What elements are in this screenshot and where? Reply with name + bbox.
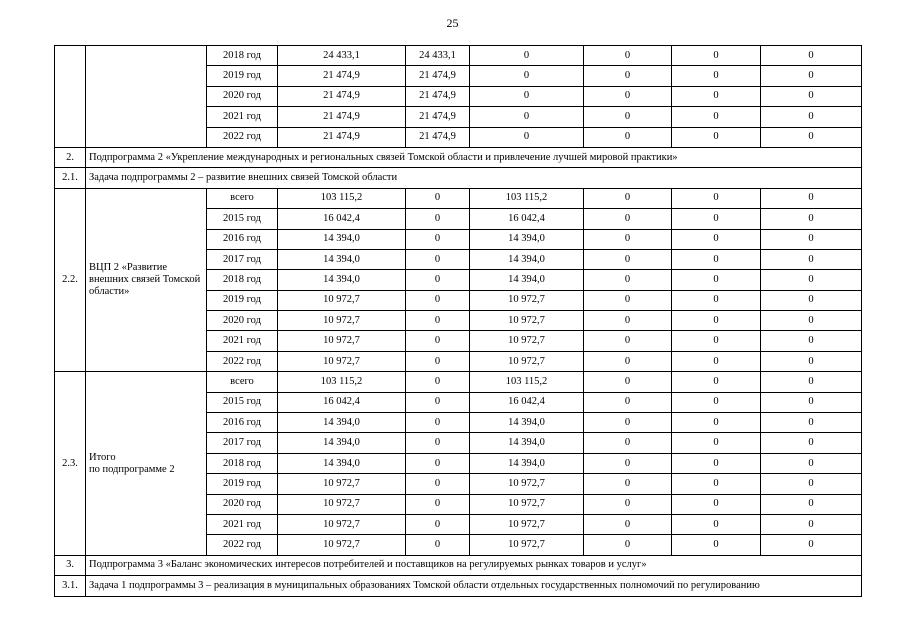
value-cell: 0 (406, 453, 470, 473)
table-row (55, 46, 862, 66)
period-cell: всего (207, 188, 278, 208)
value-cell: 10 972,7 (470, 535, 584, 555)
value-cell: 103 115,2 (470, 372, 584, 392)
value-cell: 0 (406, 249, 470, 269)
section-title: Подпрограмма 3 «Баланс экономических интересов потребителей и поставщиков на регулируемых рынках товаров и услуг» (86, 555, 862, 575)
period-cell: 2021 год (207, 331, 278, 351)
period-cell: 2020 год (207, 311, 278, 331)
value-cell: 0 (584, 514, 672, 534)
value-cell: 10 972,7 (278, 494, 406, 514)
value-cell: 0 (761, 107, 862, 127)
value-cell: 0 (672, 331, 761, 351)
page-number: 25 (446, 16, 459, 30)
period-cell: всего (207, 372, 278, 392)
value-cell: 103 115,2 (278, 372, 406, 392)
value-cell: 0 (761, 209, 862, 229)
value-cell: 0 (761, 188, 862, 208)
value-cell: 0 (672, 188, 761, 208)
value-cell: 0 (584, 351, 672, 371)
value-cell: 0 (761, 127, 862, 147)
period-cell: 2020 год (207, 494, 278, 514)
value-cell: 0 (406, 351, 470, 371)
value-cell: 0 (672, 514, 761, 534)
value-cell: 21 474,9 (406, 107, 470, 127)
section-number: 3. (55, 555, 86, 575)
value-cell: 0 (672, 249, 761, 269)
section-row (55, 555, 862, 575)
value-cell: 0 (584, 494, 672, 514)
value-cell: 0 (672, 433, 761, 453)
section-row (55, 168, 862, 188)
value-cell: 0 (584, 270, 672, 290)
period-cell: 2020 год (207, 86, 278, 106)
period-cell: 2021 год (207, 107, 278, 127)
value-cell: 0 (406, 474, 470, 494)
value-cell: 14 394,0 (470, 453, 584, 473)
section-row (55, 147, 862, 167)
value-cell: 0 (672, 535, 761, 555)
value-cell: 0 (470, 86, 584, 106)
period-cell: 2016 год (207, 413, 278, 433)
value-cell: 0 (672, 127, 761, 147)
period-cell: 2018 год (207, 46, 278, 66)
value-cell: 14 394,0 (278, 249, 406, 269)
value-cell: 0 (761, 494, 862, 514)
value-cell: 16 042,4 (470, 392, 584, 412)
value-cell: 0 (584, 413, 672, 433)
section-number: 3.1. (55, 576, 86, 596)
value-cell: 14 394,0 (278, 453, 406, 473)
value-cell: 24 433,1 (278, 46, 406, 66)
value-cell: 0 (470, 46, 584, 66)
period-cell: 2018 год (207, 453, 278, 473)
value-cell: 10 972,7 (470, 311, 584, 331)
section-row (55, 576, 862, 596)
value-cell: 103 115,2 (470, 188, 584, 208)
section-number: 2. (55, 147, 86, 167)
value-cell: 0 (761, 413, 862, 433)
row-number (55, 46, 86, 148)
value-cell: 0 (672, 372, 761, 392)
row-name: Итого по подпрограмме 2 (86, 372, 207, 556)
value-cell: 0 (584, 107, 672, 127)
value-cell: 0 (672, 311, 761, 331)
value-cell: 0 (406, 209, 470, 229)
row-number: 2.2. (55, 188, 86, 372)
value-cell: 0 (584, 474, 672, 494)
value-cell: 0 (761, 453, 862, 473)
value-cell: 14 394,0 (278, 433, 406, 453)
value-cell: 21 474,9 (278, 86, 406, 106)
value-cell: 16 042,4 (470, 209, 584, 229)
value-cell: 14 394,0 (278, 413, 406, 433)
period-cell: 2017 год (207, 249, 278, 269)
value-cell: 0 (672, 351, 761, 371)
value-cell: 0 (761, 66, 862, 86)
value-cell: 0 (761, 311, 862, 331)
section-title: Подпрограмма 2 «Укрепление международных и региональных связей Томской области и привлечение лучшей мировой практики» (86, 147, 862, 167)
value-cell: 10 972,7 (470, 494, 584, 514)
value-cell: 0 (406, 188, 470, 208)
value-cell: 0 (406, 229, 470, 249)
value-cell: 0 (584, 311, 672, 331)
value-cell: 21 474,9 (406, 66, 470, 86)
section-title: Задача 1 подпрограммы 3 – реализация в муниципальных образованиях Томской области отдельных государственных полномочий по регулированию (86, 576, 862, 596)
value-cell: 10 972,7 (278, 514, 406, 534)
value-cell: 0 (672, 107, 761, 127)
value-cell: 14 394,0 (470, 270, 584, 290)
period-cell: 2021 год (207, 514, 278, 534)
value-cell: 14 394,0 (470, 413, 584, 433)
value-cell: 21 474,9 (406, 86, 470, 106)
period-cell: 2019 год (207, 66, 278, 86)
value-cell: 10 972,7 (278, 311, 406, 331)
value-cell: 14 394,0 (470, 249, 584, 269)
budget-table (54, 45, 862, 597)
value-cell: 10 972,7 (278, 474, 406, 494)
value-cell: 14 394,0 (278, 270, 406, 290)
row-name: ВЦП 2 «Развитие внешних связей Томской области» (86, 188, 207, 372)
period-cell: 2015 год (207, 392, 278, 412)
value-cell: 0 (761, 392, 862, 412)
value-cell: 0 (672, 86, 761, 106)
value-cell: 10 972,7 (278, 351, 406, 371)
value-cell: 0 (761, 351, 862, 371)
value-cell: 0 (761, 474, 862, 494)
value-cell: 0 (406, 311, 470, 331)
value-cell: 0 (761, 290, 862, 310)
value-cell: 0 (406, 494, 470, 514)
value-cell: 16 042,4 (278, 209, 406, 229)
value-cell: 0 (584, 372, 672, 392)
table-row (55, 372, 862, 392)
value-cell: 0 (761, 372, 862, 392)
value-cell: 0 (584, 290, 672, 310)
period-cell: 2022 год (207, 351, 278, 371)
value-cell: 0 (470, 127, 584, 147)
value-cell: 16 042,4 (278, 392, 406, 412)
value-cell: 10 972,7 (470, 474, 584, 494)
value-cell: 21 474,9 (278, 127, 406, 147)
value-cell: 0 (761, 433, 862, 453)
value-cell: 0 (584, 86, 672, 106)
value-cell: 0 (584, 209, 672, 229)
value-cell: 0 (672, 46, 761, 66)
value-cell: 0 (761, 514, 862, 534)
value-cell: 0 (761, 229, 862, 249)
value-cell: 0 (672, 474, 761, 494)
value-cell: 10 972,7 (278, 290, 406, 310)
value-cell: 0 (406, 392, 470, 412)
value-cell: 10 972,7 (470, 514, 584, 534)
value-cell: 0 (406, 514, 470, 534)
row-name (86, 46, 207, 148)
value-cell: 0 (672, 270, 761, 290)
value-cell: 0 (672, 209, 761, 229)
table-row (55, 188, 862, 208)
value-cell: 21 474,9 (406, 127, 470, 147)
value-cell: 10 972,7 (470, 351, 584, 371)
value-cell: 0 (406, 535, 470, 555)
value-cell: 0 (672, 290, 761, 310)
value-cell: 0 (584, 331, 672, 351)
value-cell: 0 (761, 331, 862, 351)
value-cell: 24 433,1 (406, 46, 470, 66)
value-cell: 14 394,0 (278, 229, 406, 249)
period-cell: 2017 год (207, 433, 278, 453)
value-cell: 0 (761, 46, 862, 66)
period-cell: 2022 год (207, 535, 278, 555)
value-cell: 0 (406, 413, 470, 433)
value-cell: 0 (584, 249, 672, 269)
row-number: 2.3. (55, 372, 86, 556)
value-cell: 103 115,2 (278, 188, 406, 208)
value-cell: 0 (672, 494, 761, 514)
value-cell: 0 (584, 188, 672, 208)
value-cell: 0 (584, 46, 672, 66)
value-cell: 0 (584, 66, 672, 86)
period-cell: 2015 год (207, 209, 278, 229)
section-number: 2.1. (55, 168, 86, 188)
period-cell: 2022 год (207, 127, 278, 147)
value-cell: 14 394,0 (470, 433, 584, 453)
value-cell: 0 (584, 433, 672, 453)
value-cell: 21 474,9 (278, 66, 406, 86)
value-cell: 0 (761, 249, 862, 269)
value-cell: 0 (584, 392, 672, 412)
value-cell: 0 (584, 453, 672, 473)
value-cell: 0 (584, 127, 672, 147)
value-cell: 0 (406, 270, 470, 290)
value-cell: 10 972,7 (278, 331, 406, 351)
period-cell: 2016 год (207, 229, 278, 249)
value-cell: 0 (406, 372, 470, 392)
value-cell: 0 (761, 270, 862, 290)
value-cell: 0 (672, 392, 761, 412)
value-cell: 0 (470, 66, 584, 86)
value-cell: 21 474,9 (278, 107, 406, 127)
value-cell: 0 (406, 433, 470, 453)
value-cell: 0 (406, 290, 470, 310)
value-cell: 0 (672, 413, 761, 433)
value-cell: 0 (761, 86, 862, 106)
value-cell: 0 (672, 453, 761, 473)
value-cell: 0 (584, 229, 672, 249)
value-cell: 0 (761, 535, 862, 555)
period-cell: 2018 год (207, 270, 278, 290)
value-cell: 10 972,7 (470, 331, 584, 351)
period-cell: 2019 год (207, 474, 278, 494)
table-body (55, 46, 862, 597)
value-cell: 0 (406, 331, 470, 351)
value-cell: 0 (672, 229, 761, 249)
value-cell: 0 (672, 66, 761, 86)
value-cell: 0 (584, 535, 672, 555)
value-cell: 10 972,7 (470, 290, 584, 310)
value-cell: 14 394,0 (470, 229, 584, 249)
period-cell: 2019 год (207, 290, 278, 310)
value-cell: 0 (470, 107, 584, 127)
section-title: Задача подпрограммы 2 – развитие внешних связей Томской области (86, 168, 862, 188)
value-cell: 10 972,7 (278, 535, 406, 555)
